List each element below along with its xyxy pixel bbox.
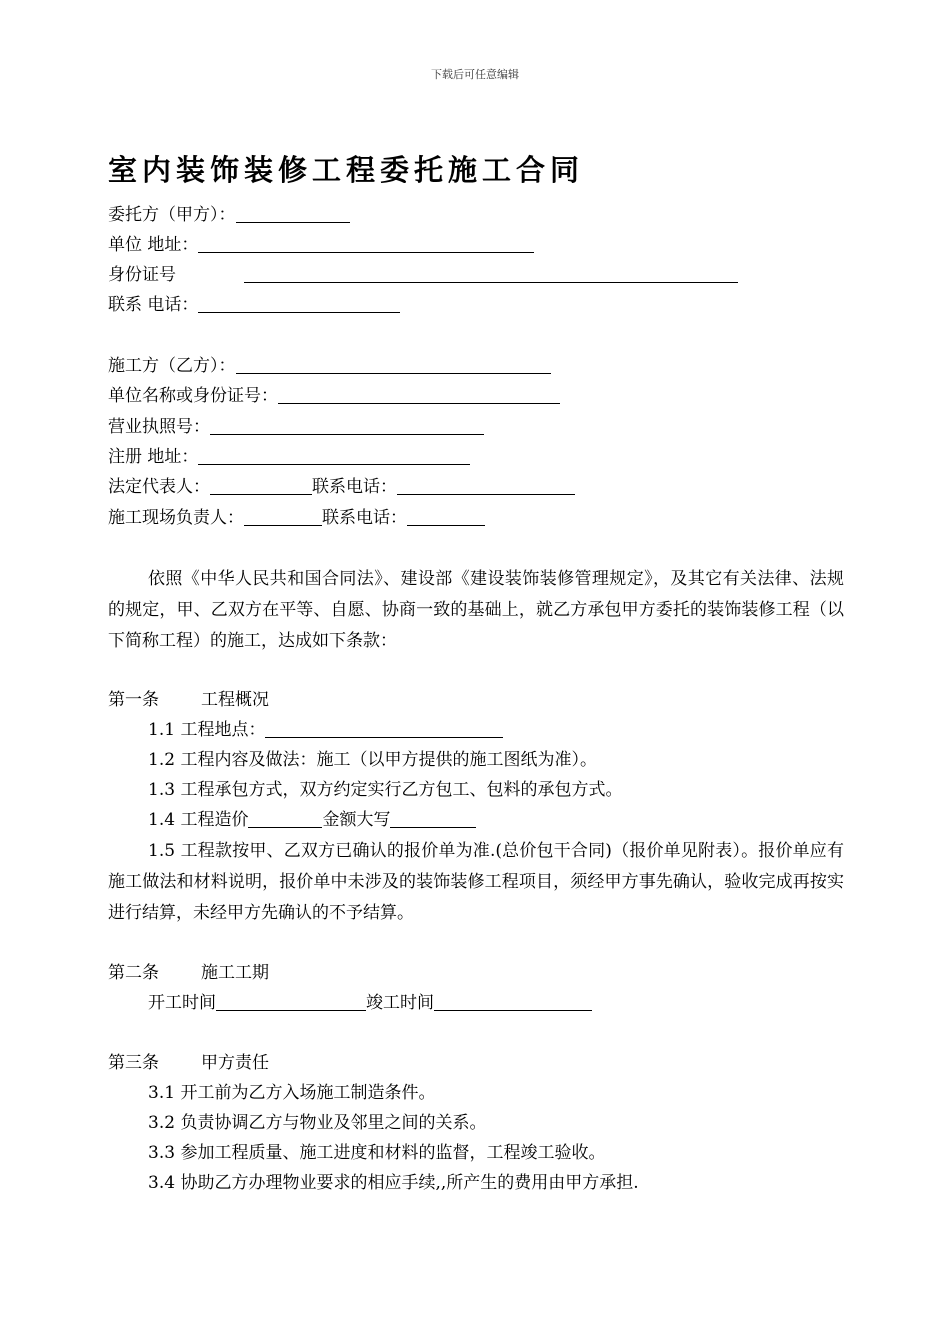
party-b-site-manager-phone-blank — [407, 509, 485, 526]
party-b-legal-rep-label: 法定代表人： — [108, 477, 210, 497]
article-1-title: 工程概况 — [201, 690, 269, 710]
party-b-legal-rep-phone-label: 联系电话： — [312, 477, 397, 497]
article-1-number: 第一条 — [108, 690, 159, 710]
party-b-site-manager-label: 施工现场负责人： — [108, 508, 244, 528]
clause-1-1-blank — [265, 721, 503, 738]
schedule-line — [148, 992, 592, 1014]
intro-paragraph: 依照《中华人民共和国合同法》、建设部《建设装饰装修管理规定》，及其它有关法律、法规的规定，甲、乙双方在平等、自愿、协商一致的基础上，就乙方承包甲方委托的装饰装修工程（以下简称工程）的施工，达成如下条款： — [108, 569, 844, 651]
article-1-heading — [108, 689, 269, 711]
clause-3-2: 3.2 负责协调乙方与物业及邻里之间的关系。 — [148, 1113, 487, 1133]
clause-3-3: 3.3 参加工程质量、施工进度和材料的监督，工程竣工验收。 — [148, 1143, 606, 1163]
party-a-address-label: 单位 地址： — [108, 235, 199, 255]
clause-1-4-price-label: 1.4 工程造价 — [148, 810, 249, 830]
clause-1-4-amount-blank — [390, 811, 476, 828]
clause-3-4: 3.4 协助乙方办理物业要求的相应手续,,所产生的费用由甲方承担. — [148, 1173, 639, 1193]
party-b-legal-rep-line — [108, 476, 575, 498]
clause-3-1: 3.1 开工前为乙方入场施工制造条件。 — [148, 1083, 436, 1103]
party-a-phone-blank — [198, 296, 400, 313]
party-b-license-line — [108, 416, 484, 438]
end-date-blank — [434, 994, 592, 1011]
clause-1-4-price-blank — [248, 811, 322, 828]
article-3-heading — [108, 1052, 269, 1074]
clause-1-3: 1.3 工程承包方式，双方约定实行乙方包工、包料的承包方式。 — [148, 780, 623, 800]
party-a-phone-line — [108, 294, 400, 316]
party-a-id-blank — [244, 266, 738, 283]
start-date-label: 开工时间 — [148, 993, 216, 1013]
article-2-number: 第二条 — [108, 963, 159, 983]
party-b-site-manager-blank — [244, 509, 322, 526]
party-a-client-label: 委托方（甲方）： — [108, 205, 236, 225]
party-a-id-label: 身份证号 — [108, 265, 176, 285]
party-b-license-label: 营业执照号： — [108, 417, 210, 437]
party-a-client-blank — [236, 206, 350, 223]
party-b-legal-rep-phone-blank — [397, 478, 575, 495]
party-b-site-manager-phone-label: 联系电话： — [322, 508, 407, 528]
article-2-title: 施工工期 — [201, 963, 269, 983]
party-a-client-line — [108, 204, 350, 226]
contract-title: 室内装饰装修工程委托施工合同 — [108, 153, 585, 187]
party-b-address-label: 注册 地址： — [108, 447, 199, 467]
article-3-number: 第三条 — [108, 1053, 159, 1073]
clause-1-4-amount-label: 金额大写 — [322, 810, 391, 830]
party-b-contractor-label: 施工方（乙方）： — [108, 356, 236, 376]
party-b-unit-blank — [278, 387, 560, 404]
clause-1-4-line — [148, 809, 476, 831]
start-date-blank — [216, 994, 366, 1011]
header-note: 下载后可任意编辑 — [431, 68, 519, 81]
party-b-address-blank — [198, 448, 470, 465]
party-b-legal-rep-blank — [210, 478, 312, 495]
clause-1-2: 1.2 工程内容及做法：施工（以甲方提供的施工图纸为准）。 — [148, 750, 597, 770]
party-a-id-line — [108, 264, 738, 286]
party-a-address-blank — [198, 236, 534, 253]
clause-1-1-label: 1.1 工程地点： — [148, 720, 266, 740]
party-b-address-line — [108, 446, 470, 468]
article-3-title: 甲方责任 — [201, 1053, 269, 1073]
party-b-contractor-line — [108, 355, 551, 377]
party-b-unit-label: 单位名称或身份证号： — [108, 386, 278, 406]
clause-1-5: 1.5 工程款按甲、乙双方已确认的报价单为准.(总价包干合同)（报价单见附表）。报价单应有施工做法和材料说明，报价单中未涉及的装饰装修工程项目，须经甲方事先确认，验收完成再按实进行结算，未经甲方先确认的不予结算。 — [108, 841, 844, 923]
party-b-unit-line — [108, 385, 560, 407]
party-b-license-blank — [210, 418, 484, 435]
party-b-site-manager-line — [108, 507, 485, 529]
party-a-phone-label: 联系 电话： — [108, 295, 199, 315]
article-2-heading — [108, 962, 269, 984]
end-date-label: 竣工时间 — [366, 993, 434, 1013]
party-a-address-line — [108, 234, 534, 256]
clause-1-1-line — [148, 719, 503, 741]
party-b-contractor-blank — [236, 357, 551, 374]
